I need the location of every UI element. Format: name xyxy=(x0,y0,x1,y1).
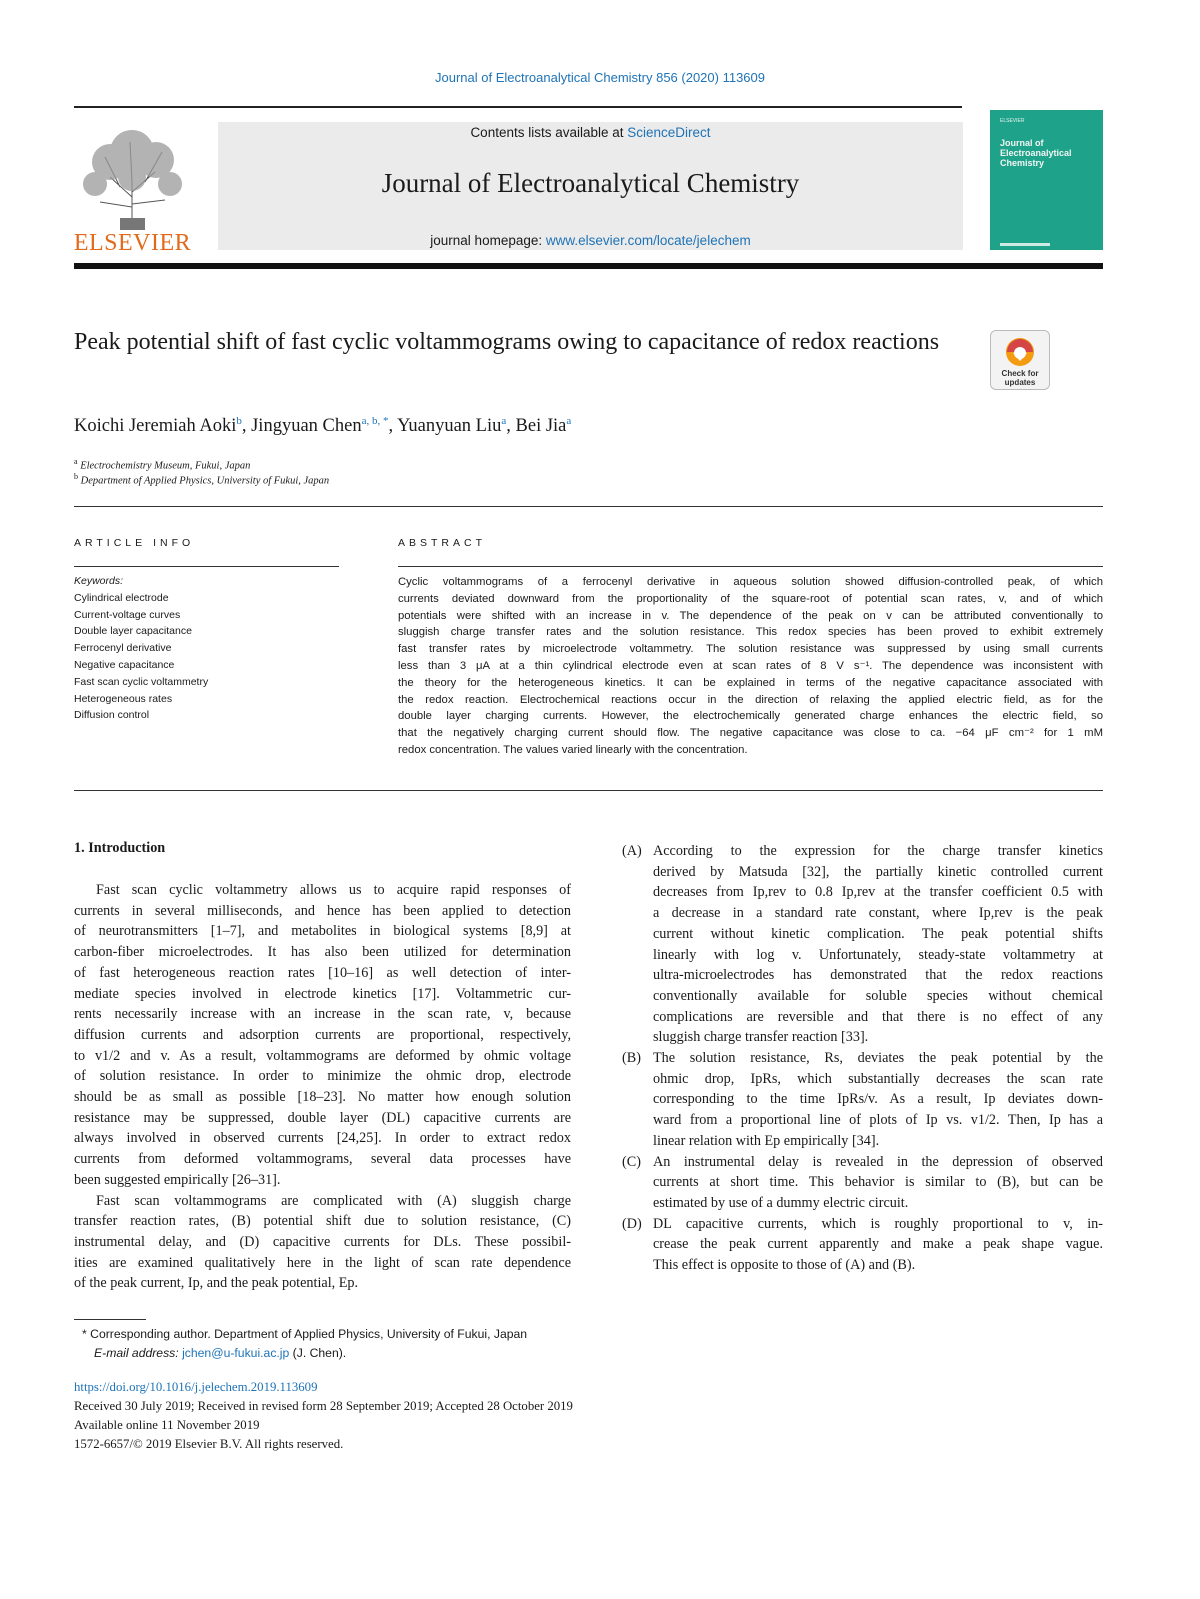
keyword-item: Ferrocenyl derivative xyxy=(74,642,172,655)
author-affiliation-marker[interactable]: a, b, * xyxy=(361,415,389,427)
abstract-line: fast transfer rates by microelectrode voltammetry. The solution resistance was suppressed by using small currents xyxy=(398,643,1103,656)
list-item-line: crease the peak current apparently and make a peak shape vague. xyxy=(653,1236,1103,1253)
body-line: Fast scan voltammograms are complicated with (A) sluggish charge xyxy=(96,1192,571,1209)
abstract-rule xyxy=(398,566,1103,567)
cover-base-bar xyxy=(1000,243,1050,246)
publication-info xyxy=(74,1378,573,1454)
list-item-line: ohmic drop, IpRs, which substantially decreases the scan rate xyxy=(653,1070,1103,1087)
contents-line xyxy=(218,125,963,140)
list-item-line: The solution resistance, Rs, deviates the peak potential by the xyxy=(653,1050,1103,1067)
list-item-label: (A) xyxy=(622,843,642,859)
list-item-line: sluggish charge transfer reaction [33]. xyxy=(653,1029,869,1046)
keyword-item: Heterogeneous rates xyxy=(74,692,173,705)
sciencedirect-link[interactable]: ScienceDirect xyxy=(627,125,711,140)
body-line: diffusion currents and adsorption currents are proportional, respectively, xyxy=(74,1026,571,1043)
body-line: ities are examined qualitatively here in the light of scan rate dependence xyxy=(74,1254,571,1271)
list-item xyxy=(622,1214,1103,1276)
body-line: always involved in observed currents [24,25]. In order to extract redox xyxy=(74,1130,571,1147)
keyword-item: Cylindrical electrode xyxy=(74,591,169,604)
body-line: currents from deformed voltammograms, several data processes have xyxy=(74,1151,571,1168)
list-item-line: conventionally available for soluble species without chemical xyxy=(653,987,1103,1004)
body-line: carbon-fiber microelectrodes. It has also been utilized for determination xyxy=(74,944,571,961)
article-info-heading: ARTICLE INFO xyxy=(74,537,195,549)
keyword-item: Current-voltage curves xyxy=(74,608,181,621)
body-line: of the peak current, Ip, and the peak potential, Ep. xyxy=(74,1275,359,1292)
list-item xyxy=(622,1048,1103,1152)
list-item-label: (B) xyxy=(622,1050,641,1067)
homepage-prefix: journal homepage: xyxy=(430,233,546,248)
list-item-label: (C) xyxy=(622,1153,641,1170)
list-item-label: (D) xyxy=(622,1215,642,1232)
author-affiliation-marker[interactable]: a xyxy=(501,415,507,427)
author-affiliation-marker[interactable]: a xyxy=(566,415,572,427)
list-item-line: ultra-microelectrodes has demonstrated that the redox reactions xyxy=(653,967,1103,984)
author-name: Jingyuan Chen xyxy=(251,416,362,437)
author-separator: , xyxy=(241,416,252,437)
body-column-right xyxy=(622,841,1103,1276)
keyword-item: Fast scan cyclic voltammetry xyxy=(74,675,209,688)
body-column-left xyxy=(74,880,571,1294)
footnote-corresponding: Corresponding author. Department of Applied Physics, University of Fukui, Japan xyxy=(90,1327,528,1341)
journal-cover xyxy=(990,110,1103,250)
list-item-line: This effect is opposite to those of (A) and (B). xyxy=(653,1257,916,1274)
keywords-label: Keywords: xyxy=(74,575,124,587)
abstract-line: double layer charging currents. However, the electrochemically generated charge enhances the electric field, so xyxy=(398,710,1103,723)
author-list xyxy=(74,415,571,437)
body-line: been suggested empirically [26–31]. xyxy=(74,1171,281,1188)
affiliation-b xyxy=(74,472,329,487)
list-item-line: currents at short time. This behavior is similar to (B), but can be xyxy=(653,1174,1103,1191)
article-info-rule xyxy=(74,566,339,567)
cover-title: Journal of Electroanalytical Chemistry xyxy=(1000,138,1072,168)
body-line: instrumental delay, and (D) capacitive currents for DLs. These possibil- xyxy=(74,1233,571,1250)
body-line: should be as small as possible [18–23]. No matter how enough solution xyxy=(74,1089,571,1106)
keyword-item: Diffusion control xyxy=(74,709,150,722)
affiliation-label: b xyxy=(74,472,78,481)
keywords-block xyxy=(74,573,208,724)
affiliation-label: a xyxy=(74,457,78,466)
author-name: Yuanyuan Liu xyxy=(397,416,502,437)
elsevier-wordmark: ELSEVIER xyxy=(73,230,192,256)
list-item-line: a decrease in a standard rate constant, where Ip,rev is the peak xyxy=(653,905,1103,922)
list-item xyxy=(622,841,1103,1048)
footnote xyxy=(74,1325,634,1363)
body-line: Fast scan cyclic voltammetry allows us to acquire rapid responses of xyxy=(96,882,571,898)
check-updates-badge[interactable] xyxy=(990,330,1050,390)
doi-link[interactable]: https://doi.org/10.1016/j.jelechem.2019.113609 xyxy=(74,1380,318,1394)
list-item-line: An instrumental delay is revealed in the depression of observed xyxy=(653,1153,1103,1170)
email-suffix: (J. Chen). xyxy=(289,1346,347,1360)
body-line: currents in several milliseconds, and hence has been applied to detection xyxy=(74,902,571,919)
list-item-line: linearly with log v. Unfortunately, steady-state voltammetry at xyxy=(653,946,1103,963)
list-item-line: corresponding to the time IpRs/v. As a result, Ip deviates down- xyxy=(653,1091,1103,1108)
email-label: E-mail address: xyxy=(94,1346,183,1360)
list-item xyxy=(622,1152,1103,1214)
list-item-line: derived by Matsuda [32], the partially kinetic controlled current xyxy=(653,863,1103,880)
check-updates-label: Check for updates xyxy=(1001,369,1039,387)
section-heading-introduction: 1. Introduction xyxy=(74,840,166,856)
rule-after-abstract xyxy=(74,790,1103,791)
abstract-line: the redox reaction. Electrochemical reactions occur in the direction of relaxing the applied electric field, as for the xyxy=(398,693,1103,706)
elsevier-tree-logo xyxy=(70,122,195,232)
list-item-line: ward from a proportional line of plots of Ip vs. v1/2. Then, Ip has a xyxy=(653,1112,1103,1129)
abstract-line: potentials were shifted with an increase in v. The dependence of the peak on v can be attributed conventionally to xyxy=(398,609,1103,622)
author-affiliation-marker[interactable]: b xyxy=(236,415,242,427)
list-item-line: According to the expression for the charge transfer kinetics xyxy=(653,843,1103,859)
footnote-rule xyxy=(74,1319,146,1320)
list-item-line: DL capacitive currents, which is roughly proportional to v, in- xyxy=(653,1215,1103,1232)
abstract-line: Cyclic voltammograms of a ferrocenyl derivative in aqueous solution showed diffusion-controlled peak, of which xyxy=(398,576,1103,588)
abstract-line: redox concentration. The values varied linearly with the concentration. xyxy=(398,743,748,756)
list-item-line: current without kinetic complication. The peak potential shifts xyxy=(653,925,1103,942)
contents-prefix: Contents lists available at xyxy=(470,125,628,140)
author-name: Bei Jia xyxy=(515,416,567,437)
abstract-line: the theory for the heterogeneous kinetics. It can be explained in terms of the negative capacitance associated with xyxy=(398,676,1103,689)
keyword-item: Double layer capacitance xyxy=(74,625,192,638)
footnote-star: * xyxy=(82,1327,87,1341)
body-line: transfer reaction rates, (B) potential shift due to solution resistance, (C) xyxy=(74,1213,571,1230)
list-item-line: decreases from Ip,rev to 0.8 Ip,rev at the transfer coefficient 0.5 with xyxy=(653,884,1103,901)
copyright: 1572-6657/© 2019 Elsevier B.V. All rights reserved. xyxy=(74,1437,344,1451)
keyword-item: Negative capacitance xyxy=(74,658,175,671)
rule-after-affiliations xyxy=(74,506,1103,507)
cover-top-text: ELSEVIER xyxy=(1000,118,1025,124)
abstract-line: sluggish charge transfer rates and the solution resistance. This redox species has been proved to exhibit extremely xyxy=(398,626,1103,639)
body-line: rents necessarily increase with an increase in the scan rate, v, because xyxy=(74,1006,571,1023)
affiliation-a xyxy=(74,457,250,472)
body-line: to v1/2 and v. As a result, voltammograms are deformed by ohmic voltage xyxy=(74,1047,571,1064)
author-separator: , xyxy=(388,416,398,437)
available-online: Available online 11 November 2019 xyxy=(74,1418,260,1432)
body-line: of fast heterogeneous reaction rates [10–16] as well detection of inter- xyxy=(74,964,571,981)
received-dates: Received 30 July 2019; Received in revised form 28 September 2019; Accepted 28 October 2019 xyxy=(74,1399,573,1413)
abstract-line: that the negatively charging current should flow. The negative capacitance was close to ca. −64 μF cm⁻² for 1 mM xyxy=(398,727,1103,740)
homepage-link[interactable]: www.elsevier.com/locate/jelechem xyxy=(545,233,751,248)
abstract-text xyxy=(398,574,1103,759)
email-link[interactable]: jchen@u-fukui.ac.jp xyxy=(182,1346,290,1360)
journal-title: Journal of Electroanalytical Chemistry xyxy=(381,168,800,198)
list-item-line: estimated by use of a dummy electric circuit. xyxy=(653,1194,909,1211)
header-rule-thick xyxy=(74,263,1103,269)
body-line: of solution resistance. In order to minimize the ohmic drop, electrode xyxy=(74,1068,571,1085)
abstract-line: less than 3 μA at a thin cylindrical electrode even at scan rates of 8 V s⁻¹. The dependence was inconsistent with xyxy=(398,659,1103,672)
abstract-line: currents deviated downward from the proportionality of the square-root of potential scan rates, v, and of which xyxy=(398,592,1103,605)
author-separator: , xyxy=(506,416,516,437)
body-line: resistance may be suppressed, double layer (DL) capacitive currents are xyxy=(74,1109,571,1126)
list-item-line: linear relation with Ep empirically [34]. xyxy=(653,1132,880,1149)
author-name: Koichi Jeremiah Aoki xyxy=(74,416,237,437)
abstract-heading: ABSTRACT xyxy=(398,537,487,549)
body-line: mediate species involved in electrode kinetics [17]. Voltammetric cur- xyxy=(74,985,571,1002)
body-line: of neurotransmitters [1–7], and metabolites in biological systems [8,9] at xyxy=(74,923,571,940)
list-item-line: complications are reversible and that there is no effect of any xyxy=(653,1008,1103,1025)
affiliation-text: Electrochemistry Museum, Fukui, Japan xyxy=(80,460,251,472)
article-title: Peak potential shift of fast cyclic voltammograms owing to capacitance of redox reactions xyxy=(74,329,940,355)
affiliation-text: Department of Applied Physics, University of Fukui, Japan xyxy=(80,475,330,487)
homepage-line xyxy=(218,233,963,248)
header-rule-top xyxy=(74,106,962,108)
running-head[interactable]: Journal of Electroanalytical Chemistry 856 (2020) 113609 xyxy=(435,70,765,85)
